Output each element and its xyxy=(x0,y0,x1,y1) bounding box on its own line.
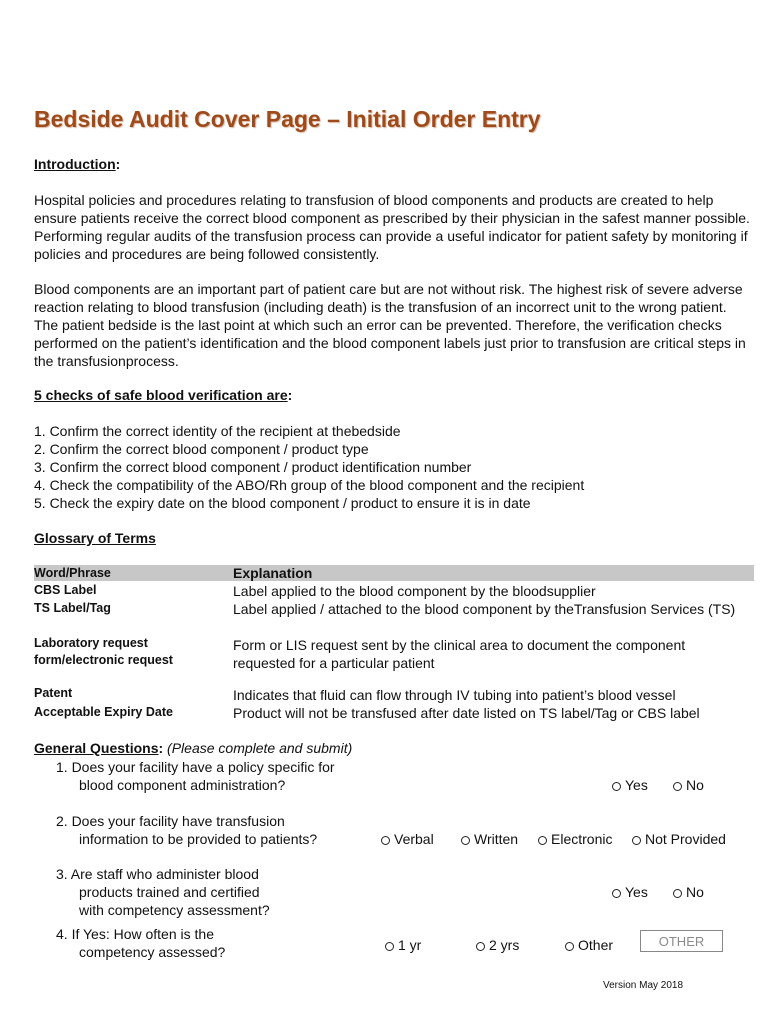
check-item: 2. Confirm the correct blood component / product type xyxy=(34,441,369,457)
glossary-term: CBS Label xyxy=(34,583,97,597)
general-questions-colon: : xyxy=(158,740,164,756)
introduction-paragraph-2: Blood components are an important part of patient care but are not without risk. The highest risk of severe adverse reaction relating to blood transfusion (including death) is the transfusion of an incorrect unit to the wrong patient. The patient bedside is the last point at which such an error can be prevented. Therefore, the verification checks performed on the patient’s identification and the blood component labels just prior to transfusion are critical steps in the transfusionprocess. xyxy=(34,281,746,369)
introduction-paragraph-1: Hospital policies and procedures relating to transfusion of blood components and products are created to help ensure patients receive the correct blood component as prescribed by their physician in the safest manner possible. Performing regular audits of the transfusion process can provide a useful indicator for patient safety by monitoring if policies and procedures are being followed consistently. xyxy=(34,192,750,262)
q4-other-label: Other xyxy=(578,937,614,953)
q2-electronic-option[interactable] xyxy=(538,830,612,848)
check-item: 4. Check the compatibility of the ABO/Rh group of the blood component and the recipient xyxy=(34,477,585,493)
q2-not-provided-label: Not Provided xyxy=(645,831,726,847)
q3-yes-option[interactable] xyxy=(612,883,648,901)
radio-icon[interactable] xyxy=(381,836,390,845)
glossary-term: Patent xyxy=(34,686,73,700)
question-3-line-3: with competency assessment? xyxy=(79,902,270,918)
question-2-line-2: information to be provided to patients? xyxy=(79,831,318,847)
glossary-explanation: Indicates that fluid can flow through IV tubing into patient’s blood vessel xyxy=(233,687,676,703)
question-3 xyxy=(56,865,270,919)
radio-icon[interactable] xyxy=(565,942,574,951)
radio-icon[interactable] xyxy=(476,942,485,951)
q2-electronic-label: Electronic xyxy=(551,831,613,847)
introduction-heading xyxy=(34,156,120,172)
glossary-col-term: Word/Phrase xyxy=(34,566,111,580)
question-3-line-1: 3. Are staff who administer blood xyxy=(56,866,259,882)
question-3-line-2: products trained and certified xyxy=(79,884,260,900)
q2-verbal-option[interactable] xyxy=(381,830,434,848)
checks-heading xyxy=(34,387,292,403)
introduction-colon: : xyxy=(115,156,121,172)
question-2-line-1: 2. Does your facility have transfusion xyxy=(56,813,285,829)
glossary-explanation: Label applied / attached to the blood component by theTransfusion Services (TS) xyxy=(233,601,736,617)
version-footer: Version May 2018 xyxy=(603,980,684,991)
check-item: 1. Confirm the correct identity of the recipient at thebedside xyxy=(34,423,401,439)
q4-1yr-label: 1 yr xyxy=(398,937,422,953)
checks-list xyxy=(34,422,584,512)
check-item: 5. Check the expiry date on the blood component / product to ensure it is in date xyxy=(34,495,531,511)
glossary-explanation: Product will not be transfused after date listed on TS label/Tag or CBS label xyxy=(233,705,700,721)
glossary-col-explanation: Explanation xyxy=(233,565,313,581)
question-4 xyxy=(56,925,225,961)
q1-yes-option[interactable] xyxy=(612,776,648,794)
radio-icon[interactable] xyxy=(673,889,682,898)
glossary-term: Acceptable Expiry Date xyxy=(34,705,173,719)
q3-no-option[interactable] xyxy=(673,883,704,901)
checks-heading-text: 5 checks of safe blood verification are xyxy=(34,387,288,403)
glossary-heading xyxy=(34,530,156,546)
q2-not-provided-option[interactable] xyxy=(632,830,726,848)
glossary-term: Laboratory request form/electronic request xyxy=(34,636,173,667)
q2-verbal-label: Verbal xyxy=(394,831,434,847)
radio-icon[interactable] xyxy=(612,782,621,791)
radio-icon[interactable] xyxy=(673,782,682,791)
introduction-heading-text: Introduction xyxy=(34,156,116,172)
general-questions-heading xyxy=(34,740,352,756)
q4-1yr-option[interactable] xyxy=(385,936,421,954)
general-questions-heading-text: General Questions xyxy=(34,740,159,756)
q4-other-input[interactable]: OTHER xyxy=(640,930,723,952)
glossary-heading-text: Glossary of Terms xyxy=(34,530,156,546)
q2-written-option[interactable] xyxy=(461,830,518,848)
q1-no-label: No xyxy=(686,777,704,793)
radio-icon[interactable] xyxy=(385,942,394,951)
check-item: 3. Confirm the correct blood component / product identification number xyxy=(34,459,472,475)
general-questions-instruction: (Please complete and submit) xyxy=(167,740,353,756)
radio-icon[interactable] xyxy=(632,836,641,845)
question-1-line-1: 1. Does your facility have a policy specific for xyxy=(56,759,335,775)
question-4-line-1: 4. If Yes: How often is the xyxy=(56,926,214,942)
q3-yes-label: Yes xyxy=(625,884,648,900)
question-1-line-2: blood component administration? xyxy=(79,777,286,793)
question-2 xyxy=(56,812,317,848)
q1-yes-label: Yes xyxy=(625,777,648,793)
radio-icon[interactable] xyxy=(538,836,547,845)
question-1 xyxy=(56,758,335,794)
glossary-explanation: Form or LIS request sent by the clinical area to document the component requested for a particular patient xyxy=(233,637,686,671)
question-4-line-2: competency assessed? xyxy=(79,944,226,960)
q4-other-option[interactable] xyxy=(565,936,613,954)
q1-no-option[interactable] xyxy=(673,776,704,794)
glossary-term: TS Label/Tag xyxy=(34,601,111,615)
q2-written-label: Written xyxy=(474,831,519,847)
glossary-explanation: Label applied to the blood component by the bloodsupplier xyxy=(233,583,596,599)
checks-colon: : xyxy=(287,387,293,403)
radio-icon[interactable] xyxy=(612,889,621,898)
q3-no-label: No xyxy=(686,884,704,900)
page-title: Bedside Audit Cover Page – Initial Order Entry xyxy=(34,106,541,132)
q4-2yrs-label: 2 yrs xyxy=(489,937,520,953)
radio-icon[interactable] xyxy=(461,836,470,845)
q4-2yrs-option[interactable] xyxy=(476,936,519,954)
